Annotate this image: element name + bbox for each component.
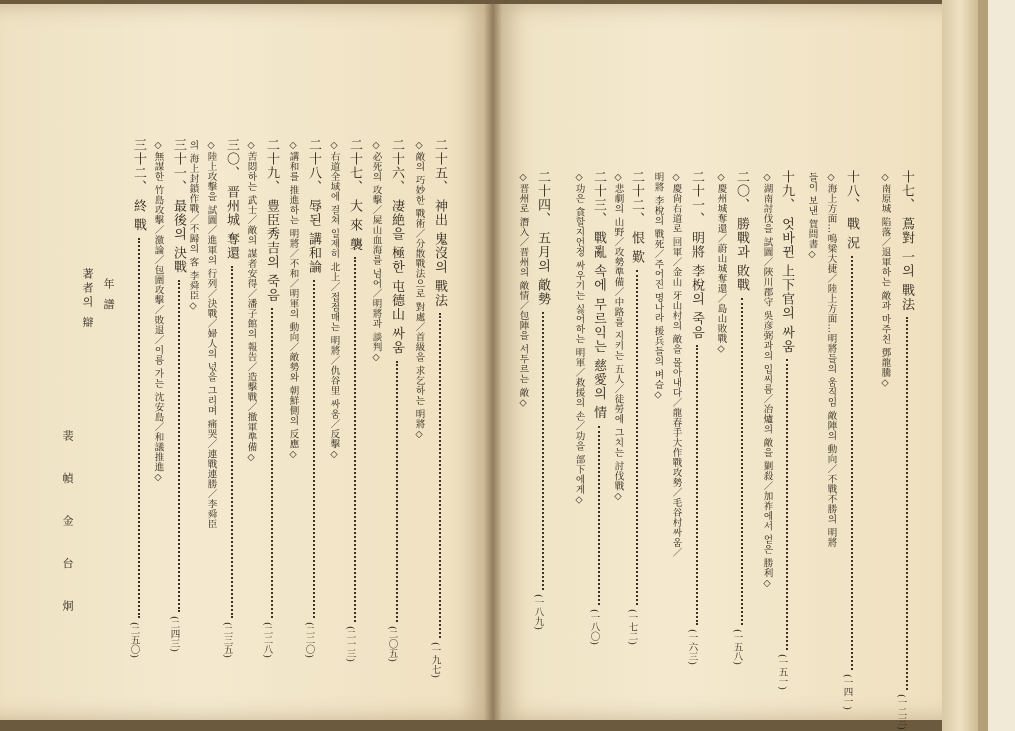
- toc-entry-summary: ◇晋州로 潛入／晋州의 敵情／包陣을 서두르는 敵◇: [517, 172, 529, 410]
- toc-entry-summary: ◇無謀한 竹島攻擊／激論／包圍攻擊／敗退／이름 가는 沈安島／和議推進◇: [152, 140, 164, 484]
- toc-page-number: (一四一): [841, 674, 853, 710]
- toc-page-number: (一七二): [626, 609, 638, 645]
- toc-leader-dots: [231, 266, 233, 618]
- toc-leader-dots: [598, 426, 600, 605]
- toc-leader-dots: [542, 312, 544, 590]
- toc-page-number: (一五八): [731, 629, 743, 665]
- toc-entry-title: 二十四、 五月의 敵勢: [535, 170, 550, 307]
- toc-entry-title: 二十九、 豊臣秀吉의 죽음: [264, 138, 279, 303]
- toc-entry-title: 十九、 엇바뀐 上下官의 싸움: [779, 170, 794, 354]
- toc-entry-summary: ◇南原城 陷落／退軍하는 敵과 마주친 鄧龍騰◇: [879, 172, 891, 390]
- toc-entry-title: 二十一、 明將 李梲의 죽음: [689, 170, 704, 340]
- toc-entry-title: 二十六、 凄絶을 極한 屯德山 싸움: [389, 138, 404, 355]
- toc-leader-dots: [906, 317, 908, 690]
- toc-entry-summary: ◇講和를 推進하는 明將／不和／明軍의 動向／敵勢와 朝鮮側의 反應◇: [287, 140, 299, 461]
- toc-page-number: (一九七): [429, 642, 441, 678]
- toc-entry-summary: ◇慶尙右道로 回軍／金山 牙山村의 敵을 몰아내다／龍春手大作戰攻勢／毛谷村싸움／: [670, 172, 682, 558]
- toc-entry-summary: ◇海上方面…鳴梁大捷／陸上方面…明將들의 움직임 敵陣의 動向／不戰不勝의 明將: [825, 172, 837, 548]
- toc-entry-summary: ◇敵의 巧妙한 戰術／分散戰法으로 對處／首級을 求乞하는 明將◇: [413, 140, 425, 441]
- toc-leader-dots: [313, 280, 315, 618]
- toc-page-number: (二二〇): [303, 622, 315, 658]
- toc-entry-summary: ◇慶州城奪還／蔚山城奪還／島山敗戰◇: [715, 172, 727, 355]
- toc-page-number: (一六三): [686, 629, 698, 665]
- toc-page-number: (二〇五): [386, 626, 398, 662]
- toc-leader-dots: [354, 257, 356, 622]
- toc-entry-title: 二〇、 勝戰과 敗戰: [734, 170, 749, 293]
- toc-entry-title: 二十五、 神出 鬼沒의 戰法: [432, 138, 447, 308]
- toc-leader-dots: [696, 345, 698, 625]
- toc-page-number: (二四三): [168, 616, 180, 652]
- toc-leader-dots: [396, 361, 398, 622]
- toc-page-number: (一五一): [776, 654, 788, 690]
- toc-entry-summary: ◇苦悶하는 武士／敵의 謀者安得／潘子館의 報告／造擊戰／撤軍準備◇: [245, 140, 257, 464]
- toc-leader-dots: [636, 270, 638, 605]
- toc-entry-summary: 明將 李梲의 戰死／주어진 명나라 援兵들의 벼슬◇: [652, 172, 664, 402]
- author-credit: 裴 幀 金 台 炯: [61, 430, 74, 625]
- toc-entry-title: 十七、 蔦對 一의 戰法: [899, 170, 914, 312]
- toc-leader-dots: [178, 280, 180, 612]
- toc-page-number: (二五〇): [128, 622, 140, 658]
- toc-entry-title: 三十二、 終 戰: [131, 138, 146, 233]
- toc-leader-dots: [439, 313, 441, 638]
- toc-entry-summary: ◇悲劇의 山野／攻勢準備／中路를 지키는 五人／徒勞에 그치는 討伐戰◇: [612, 172, 624, 503]
- toc-entry-summary: ◇功은 貪할지언정 싸우기는 싫어하는 明軍／救援의 손／功을 部下에게◇: [573, 172, 585, 507]
- toc-page-number: (一八九): [532, 594, 544, 630]
- appendix-author-note: 著者의 辯: [81, 268, 94, 331]
- page-edges-outer: [988, 0, 1015, 731]
- toc-leader-dots: [851, 256, 853, 670]
- toc-entry-title: 二十七、 大 來 襲: [347, 138, 362, 252]
- toc-entry-summary: ◇陸上攻擊을 試圖／進軍의 行列／決戰／婦人의 넋을 그리며 痛哭／連戰連勝／李舜臣: [205, 140, 217, 530]
- toc-entry-summary: 의 海上封鎖作戰／不歸의 客 李舜臣◇: [187, 140, 199, 313]
- toc-leader-dots: [741, 298, 743, 625]
- book-gutter: [484, 4, 502, 720]
- toc-page-number: (二一三): [344, 626, 356, 662]
- toc-entry-title: 二十二、 恨 歎: [629, 170, 644, 265]
- toc-entry-title: 三〇、 晋州城 奪還: [224, 138, 239, 261]
- toc-entry-title: 三十一、 最後의 決戰: [171, 138, 186, 275]
- toc-entry-summary: ◇必死의 攻擊／屍山血海를 넘어／明將과 談判◇: [370, 140, 382, 364]
- toc-entry-title: 二十三、 戰亂 속에 무르익는 慈愛의 情: [591, 170, 606, 420]
- toc-leader-dots: [138, 238, 140, 618]
- page-edges: [942, 0, 978, 731]
- toc-entry-summary: ◇湖南討伐을 試圖／陜川郡守 吳彦弼과의 입씨름／冶爐의 敵을 剿殺／加祚에서 얻은 勝利◇: [761, 172, 773, 590]
- toc-page-number: (一八〇): [588, 609, 600, 645]
- toc-entry-title: 二十八、 辱된 講和論: [306, 138, 321, 275]
- toc-entry-summary: ◇右道全域에 걸쳐 일제히 北上／접점매는 明將／仇谷里 싸움／反擊◇: [328, 140, 340, 461]
- toc-page-number: (二三五): [221, 622, 233, 658]
- page-edges-shadow: [978, 0, 988, 731]
- toc-entry-title: 十八、 戰 況: [844, 170, 859, 251]
- appendix-chronology: 年 譜: [102, 278, 115, 313]
- right-page: [492, 4, 942, 720]
- toc-page-number: (一二三): [895, 694, 907, 730]
- toc-entry-summary: 들이 보낸 賀問書◇: [806, 172, 818, 261]
- toc-page-number: (二二八): [261, 622, 273, 658]
- toc-leader-dots: [786, 359, 788, 650]
- toc-leader-dots: [271, 308, 273, 618]
